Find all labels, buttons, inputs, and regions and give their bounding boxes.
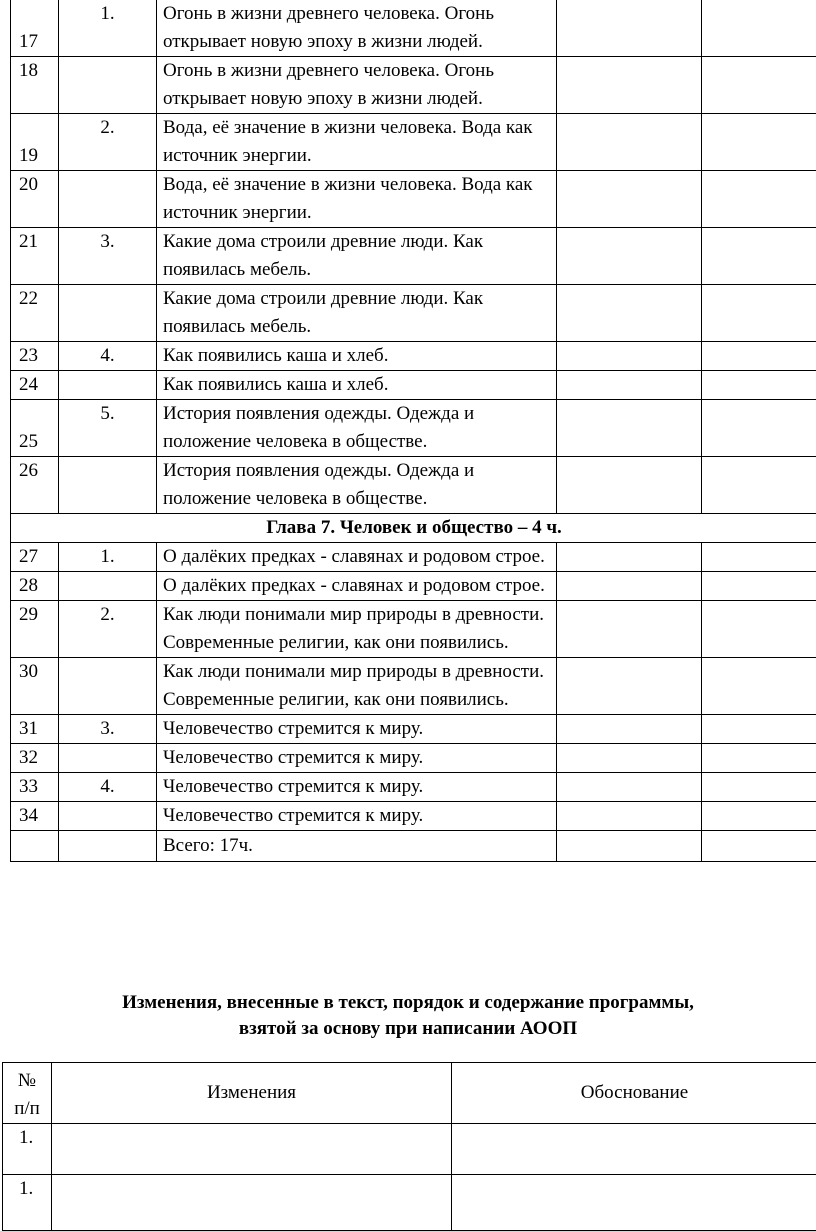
lesson-number: 30 [11, 658, 59, 715]
lesson-topic: Вода, её значение в жизни человека. Вода как источник энергии. [157, 114, 557, 171]
changes-title-line-2: взятой за основу при написании АООП [0, 1016, 816, 1042]
table-row [11, 773, 816, 802]
column-header-changes: Изменения [52, 1063, 452, 1124]
empty-cell [557, 601, 702, 658]
lesson-topic: Огонь в жизни древнего человека. Огонь открывает новую эпоху в жизни людей. [157, 0, 557, 57]
total-row [11, 831, 816, 862]
lesson-topic: Человечество стремится к миру. [157, 802, 557, 831]
total-hours: Всего: 17ч. [157, 831, 557, 862]
lesson-number: 25 [11, 400, 59, 457]
empty-cell [702, 658, 816, 715]
topic-number: 2. [59, 601, 157, 658]
empty-cell [702, 744, 816, 773]
empty-cell [702, 802, 816, 831]
row-number: 1. [3, 1124, 52, 1175]
topic-number: 3. [59, 715, 157, 744]
empty-cell [702, 400, 816, 457]
topic-number [59, 371, 157, 400]
topic-number [59, 802, 157, 831]
table-row [11, 114, 816, 171]
topic-number [59, 744, 157, 773]
column-header-number-line-1: № [3, 1067, 51, 1095]
topic-number [59, 171, 157, 228]
empty-cell [702, 543, 816, 572]
topic-number: 4. [59, 773, 157, 802]
changes-section-title [0, 990, 816, 1042]
lesson-number: 18 [11, 57, 59, 114]
empty-cell [452, 1124, 816, 1175]
topic-number: 1. [59, 0, 157, 57]
lesson-topic: История появления одежды. Одежда и положение человека в обществе. [157, 457, 557, 514]
table-row [11, 601, 816, 658]
table-row [11, 57, 816, 114]
lesson-topic: Какие дома строили древние люди. Как появилась мебель. [157, 228, 557, 285]
empty-cell [557, 457, 702, 514]
table-row [11, 457, 816, 514]
lesson-topic: Как люди понимали мир природы в древности. Современные религии, как они появились. [157, 658, 557, 715]
lesson-topic: Человечество стремится к миру. [157, 773, 557, 802]
topic-number [59, 57, 157, 114]
column-header-number-line-2: п/п [3, 1095, 51, 1123]
table-row [11, 744, 816, 773]
empty-cell [702, 601, 816, 658]
table-row [11, 572, 816, 601]
table-row [11, 228, 816, 285]
lesson-topic: Как появились каша и хлеб. [157, 342, 557, 371]
empty-cell [702, 572, 816, 601]
lesson-number: 22 [11, 285, 59, 342]
lesson-number: 19 [11, 114, 59, 171]
column-header-reason: Обоснование [452, 1063, 816, 1124]
empty-cell [557, 114, 702, 171]
empty-cell [702, 831, 816, 862]
table-row [11, 285, 816, 342]
topic-number: 5. [59, 400, 157, 457]
lesson-plan-table [10, 0, 816, 862]
table-row [11, 400, 816, 457]
empty-cell [557, 400, 702, 457]
topic-number: 3. [59, 228, 157, 285]
empty-cell [702, 457, 816, 514]
lesson-topic: О далёких предках - славянах и родовом строе. [157, 543, 557, 572]
empty-cell [557, 0, 702, 57]
column-header-number [3, 1063, 52, 1124]
lesson-number: 17 [11, 0, 59, 57]
empty-cell [702, 0, 816, 57]
changes-header-row [3, 1063, 816, 1124]
empty-cell [557, 342, 702, 371]
lesson-number: 34 [11, 802, 59, 831]
topic-number [59, 572, 157, 601]
empty-cell [557, 715, 702, 744]
topic-number [59, 285, 157, 342]
topic-number: 1. [59, 543, 157, 572]
empty-cell [702, 773, 816, 802]
lesson-topic: Какие дома строили древние люди. Как появилась мебель. [157, 285, 557, 342]
empty-cell [557, 371, 702, 400]
lesson-number: 24 [11, 371, 59, 400]
empty-cell [702, 342, 816, 371]
table-row [11, 658, 816, 715]
topic-number: 2. [59, 114, 157, 171]
empty-cell [557, 285, 702, 342]
empty-cell [557, 543, 702, 572]
empty-cell [557, 831, 702, 862]
lesson-number: 31 [11, 715, 59, 744]
empty-cell [557, 658, 702, 715]
lesson-topic: Человечество стремится к миру. [157, 715, 557, 744]
changes-table [2, 1062, 816, 1231]
row-number: 1. [3, 1175, 52, 1231]
empty-cell [702, 57, 816, 114]
empty-cell [59, 831, 157, 862]
empty-cell [11, 831, 59, 862]
topic-number [59, 457, 157, 514]
empty-cell [702, 371, 816, 400]
table-row [11, 543, 816, 572]
changes-title-line-1: Изменения, внесенные в текст, порядок и содержание программы, [0, 990, 816, 1016]
empty-cell [557, 744, 702, 773]
empty-cell [557, 773, 702, 802]
table-row [11, 802, 816, 831]
topic-number [59, 658, 157, 715]
topic-number: 4. [59, 342, 157, 371]
table-row [11, 171, 816, 228]
lesson-topic: Вода, её значение в жизни человека. Вода как источник энергии. [157, 171, 557, 228]
lesson-number: 20 [11, 171, 59, 228]
lesson-number: 32 [11, 744, 59, 773]
lesson-topic: Огонь в жизни древнего человека. Огонь открывает новую эпоху в жизни людей. [157, 57, 557, 114]
empty-cell [702, 715, 816, 744]
empty-cell [702, 114, 816, 171]
table-row [11, 715, 816, 744]
table-row [3, 1124, 816, 1175]
empty-cell [557, 228, 702, 285]
lesson-number: 29 [11, 601, 59, 658]
empty-cell [452, 1175, 816, 1231]
table-row [3, 1175, 816, 1231]
chapter-row [11, 514, 816, 543]
empty-cell [557, 802, 702, 831]
lesson-number: 28 [11, 572, 59, 601]
empty-cell [557, 572, 702, 601]
empty-cell [702, 171, 816, 228]
empty-cell [557, 171, 702, 228]
chapter-heading: Глава 7. Человек и общество – 4 ч. [11, 514, 816, 543]
empty-cell [702, 228, 816, 285]
lesson-number: 33 [11, 773, 59, 802]
lesson-number: 23 [11, 342, 59, 371]
lesson-number: 21 [11, 228, 59, 285]
lesson-topic: О далёких предках - славянах и родовом строе. [157, 572, 557, 601]
lesson-topic: Человечество стремится к миру. [157, 744, 557, 773]
lesson-topic: История появления одежды. Одежда и положение человека в обществе. [157, 400, 557, 457]
lesson-topic: Как люди понимали мир природы в древности. Современные религии, как они появились. [157, 601, 557, 658]
empty-cell [557, 57, 702, 114]
table-row [11, 342, 816, 371]
lesson-topic: Как появились каша и хлеб. [157, 371, 557, 400]
table-row [11, 371, 816, 400]
empty-cell [702, 285, 816, 342]
lesson-number: 26 [11, 457, 59, 514]
table-row [11, 0, 816, 57]
empty-cell [52, 1175, 452, 1231]
lesson-number: 27 [11, 543, 59, 572]
empty-cell [52, 1124, 452, 1175]
